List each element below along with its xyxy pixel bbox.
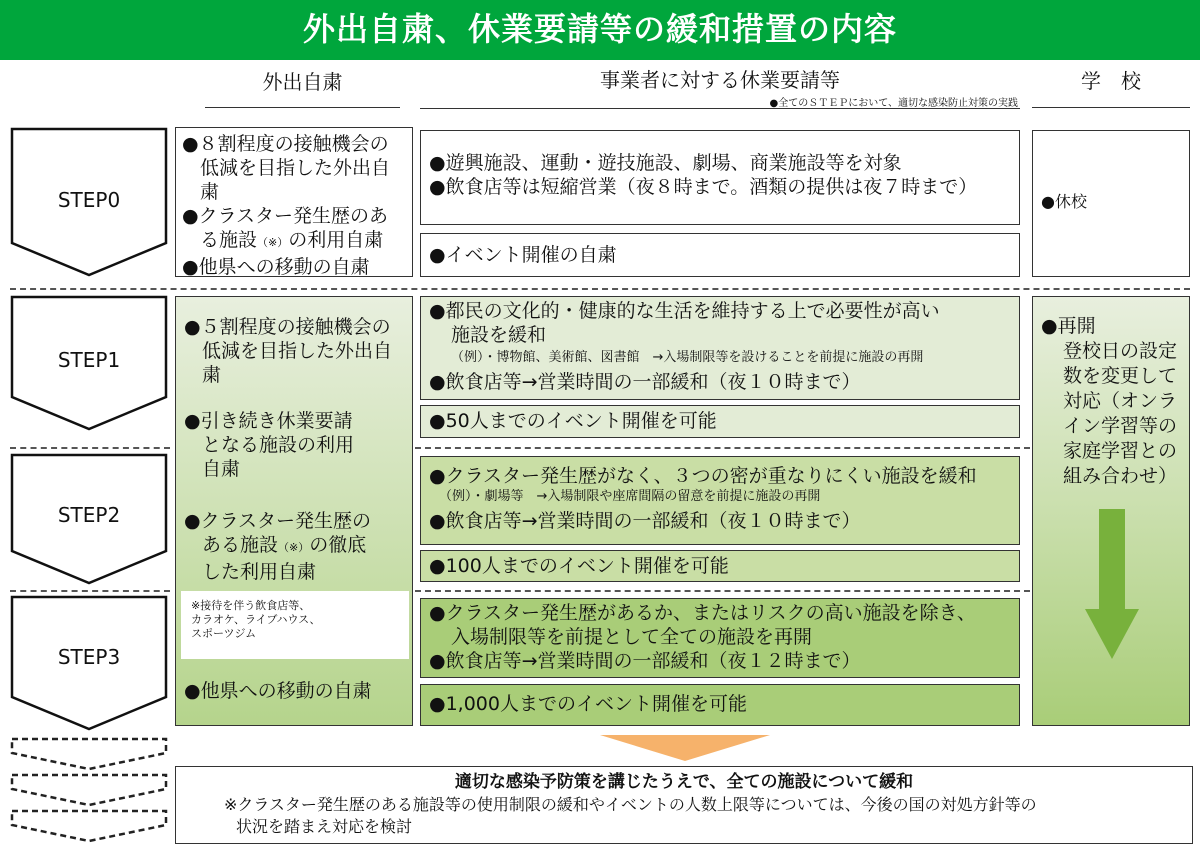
step2-label: STEP2 bbox=[57, 503, 121, 527]
step-chevrons bbox=[8, 125, 170, 735]
separator-step2-left bbox=[10, 590, 170, 592]
down-arrow-icon bbox=[1085, 509, 1139, 661]
step1-event-box: ●50人までのイベント開催を可能 bbox=[420, 405, 1020, 438]
final-note-line1: ※クラスター発生歴のある施設等の使用制限の緩和やイベントの人数上限等については、今後の国の対処方針等の bbox=[224, 795, 1037, 814]
step3-label: STEP3 bbox=[57, 645, 121, 669]
step3-business-box: ●クラスター発生歴があるか、またはリスクの高い施設を除き、 入場制限等を前提として全ての施設を再開 ●飲食店等→営業時間の一部緩和（夜１２時まで） bbox=[420, 598, 1020, 678]
step0-business-line2: ●飲食店等は短縮営業（夜８時まで。酒類の提供は夜７時まで） bbox=[429, 176, 978, 198]
page-title: 外出自粛、休業要請等の緩和措置の内容 bbox=[0, 0, 1200, 60]
separator-step2-right bbox=[415, 590, 1030, 592]
header-outing: 外出自粛 bbox=[205, 66, 400, 108]
header-business-underline bbox=[420, 108, 1020, 109]
step1-label: STEP1 bbox=[57, 348, 121, 372]
header-school: 学 校 bbox=[1032, 66, 1190, 108]
header-business: 事業者に対する休業要請等 bbox=[600, 68, 840, 92]
step0-outing-box: ●８割程度の接触機会の 低減を目指した外出自 粛 ●クラスター発生歴のあ る施設（※）の利用自粛 ●他県への移動の自粛 bbox=[175, 127, 413, 277]
step0-business-line1: ●遊興施設、運動・遊技施設、劇場、商業施設等を対象 bbox=[429, 152, 902, 174]
outing-123-box: ●５割程度の接触機会の 低減を目指した外出自 粛 ●引き続き休業要請 となる施設の利用 自粛 ●クラスター発生歴の ある施設（※）の徹底 した利用自粛 ※接待を伴う飲食店等、 カラオケ、ライブハウス、 スポーツジム ●他県への移動の自粛 bbox=[175, 296, 413, 726]
step2-event-box: ●100人までのイベント開催を可能 bbox=[420, 550, 1020, 582]
step0-business-box bbox=[420, 130, 1020, 225]
final-box bbox=[175, 766, 1193, 844]
step0-school-box: ●休校 bbox=[1032, 130, 1190, 277]
separator-step1-right bbox=[415, 447, 1030, 449]
header-business-note: ●全てのＳＴＥＰにおいて、適切な感染防止対策の実践 bbox=[769, 98, 1018, 109]
step3-event-box: ●1,000人までのイベント開催を可能 bbox=[420, 684, 1020, 726]
final-note-line2: 状況を踏まえ対応を検討 bbox=[236, 817, 413, 836]
step0-event-box: ●イベント開催の自粛 bbox=[420, 233, 1020, 277]
separator-step0 bbox=[10, 288, 1190, 290]
footnote-box: ※接待を伴う飲食店等、 カラオケ、ライブハウス、 スポーツジム bbox=[181, 591, 409, 659]
step0-label: STEP0 bbox=[57, 188, 121, 212]
separator-step1-left bbox=[10, 447, 170, 449]
school-123-box: ●再開 登校日の設定 数を変更して 対応（オンラ イン学習等の 家庭学習との 組み合わせ） bbox=[1032, 296, 1190, 726]
step2-business-box: ●クラスター発生歴がなく、３つの密が重なりにくい施設を緩和 （例）・劇場等 →入場制限や座席間隔の留意を前提に施設の再開 ●飲食店等→営業時間の一部緩和（夜１０時まで） bbox=[420, 456, 1020, 545]
step1-business-box: ●都民の文化的・健康的な生活を維持する上で必要性が高い 施設を緩和 （例）・博物館、美術館、図書館 →入場制限等を設けることを前提に施設の再開 ●飲食店等→営業時間の一部緩和（夜１０時まで） bbox=[420, 296, 1020, 400]
future-chevrons bbox=[8, 735, 170, 845]
final-heading: 適切な感染予防策を講じたうえで、全ての施設について緩和 bbox=[454, 772, 914, 792]
orange-down-arrow-icon bbox=[600, 735, 770, 763]
